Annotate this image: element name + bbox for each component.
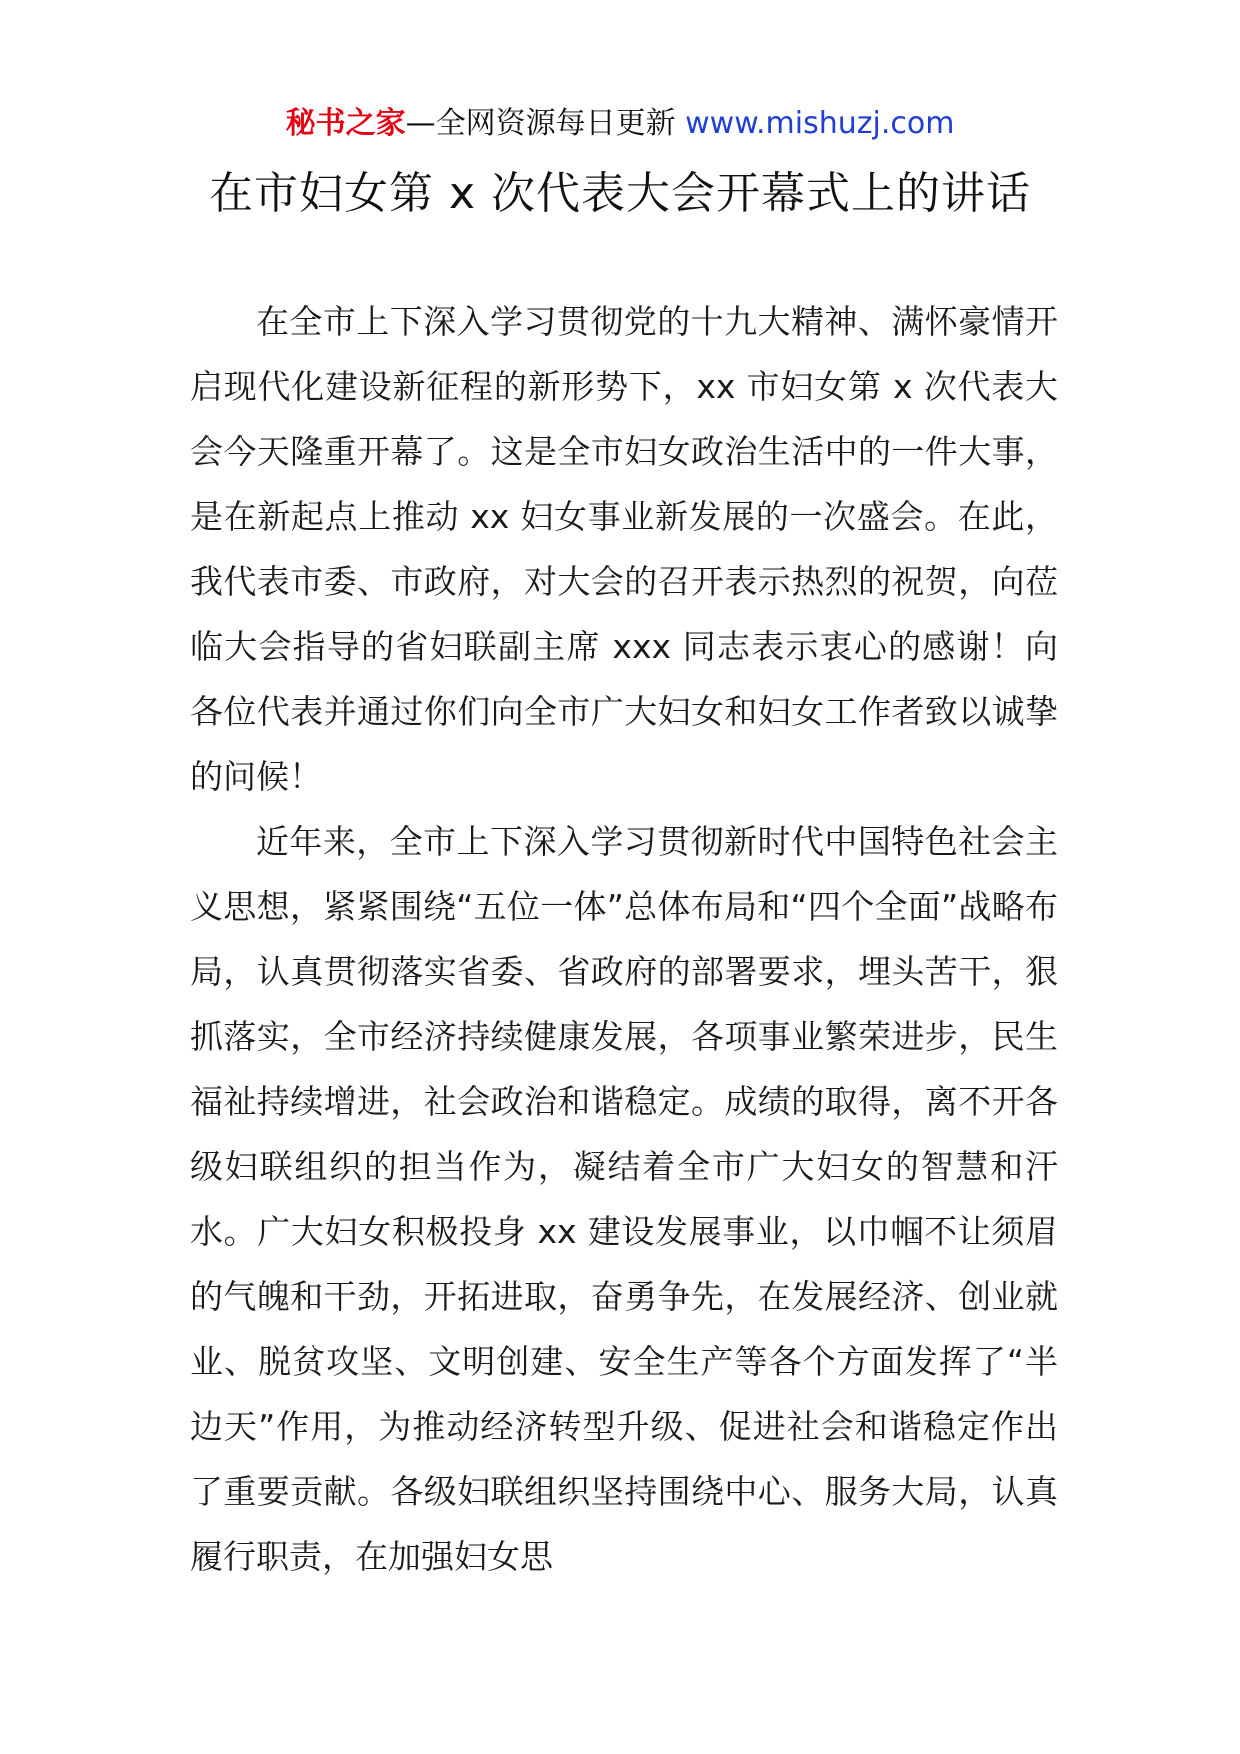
document-body <box>190 289 1058 1589</box>
paragraph-1: 在全市上下深入学习贯彻党的十九大精神、满怀豪情开启现代化建设新征程的新形势下，xx 市妇女第 x 次代表大会今天隆重开幕了。这是全市妇女政治生活中的一件大事，是在新起点上推动 xx 妇女事业新发展的一次盛会。在此，我代表市委、市政府，对大会的召开表示热烈的祝贺，向莅临大会指导的省妇联副主席 xxx 同志表示衷心的感谢！向各位代表并通过你们向全市广大妇女和妇女工作者致以诚挚的问候！ <box>190 302 1058 796</box>
paragraph-2: 近年来，全市上下深入学习贯彻新时代中国特色社会主义思想，紧紧围绕“五位一体”总体布局和“四个全面”战略布局，认真贯彻落实省委、省政府的部署要求，埋头苦干，狠抓落实，全市经济持续健康发展，各项事业繁荣进步，民生福祉持续增进，社会政治和谐稳定。成绩的取得，离不开各级妇联组织的担当作为，凝结着全市广大妇女的智慧和汗水。广大妇女积极投身 xx 建设发展事业，以巾帼不让须眉的气魄和干劲，开拓进取，奋勇争先，在发展经济、创业就业、脱贫攻坚、文明创建、安全生产等各个方面发挥了“半边天”作用，为推动经济转型升级、促进社会和谐稳定作出了重要贡献。各级妇联组织坚持围绕中心、服务大局，认真履行职责，在加强妇女思 <box>190 822 1058 1576</box>
site-header <box>0 102 1240 146</box>
header-tagline: —全网资源每日更新 <box>405 106 676 141</box>
brand-name: 秘书之家 <box>285 106 406 141</box>
site-url-link[interactable]: www.mishuzj.com <box>685 106 955 141</box>
document-title: 在市妇女第 x 次代表大会开幕式上的讲话 <box>208 168 1031 219</box>
